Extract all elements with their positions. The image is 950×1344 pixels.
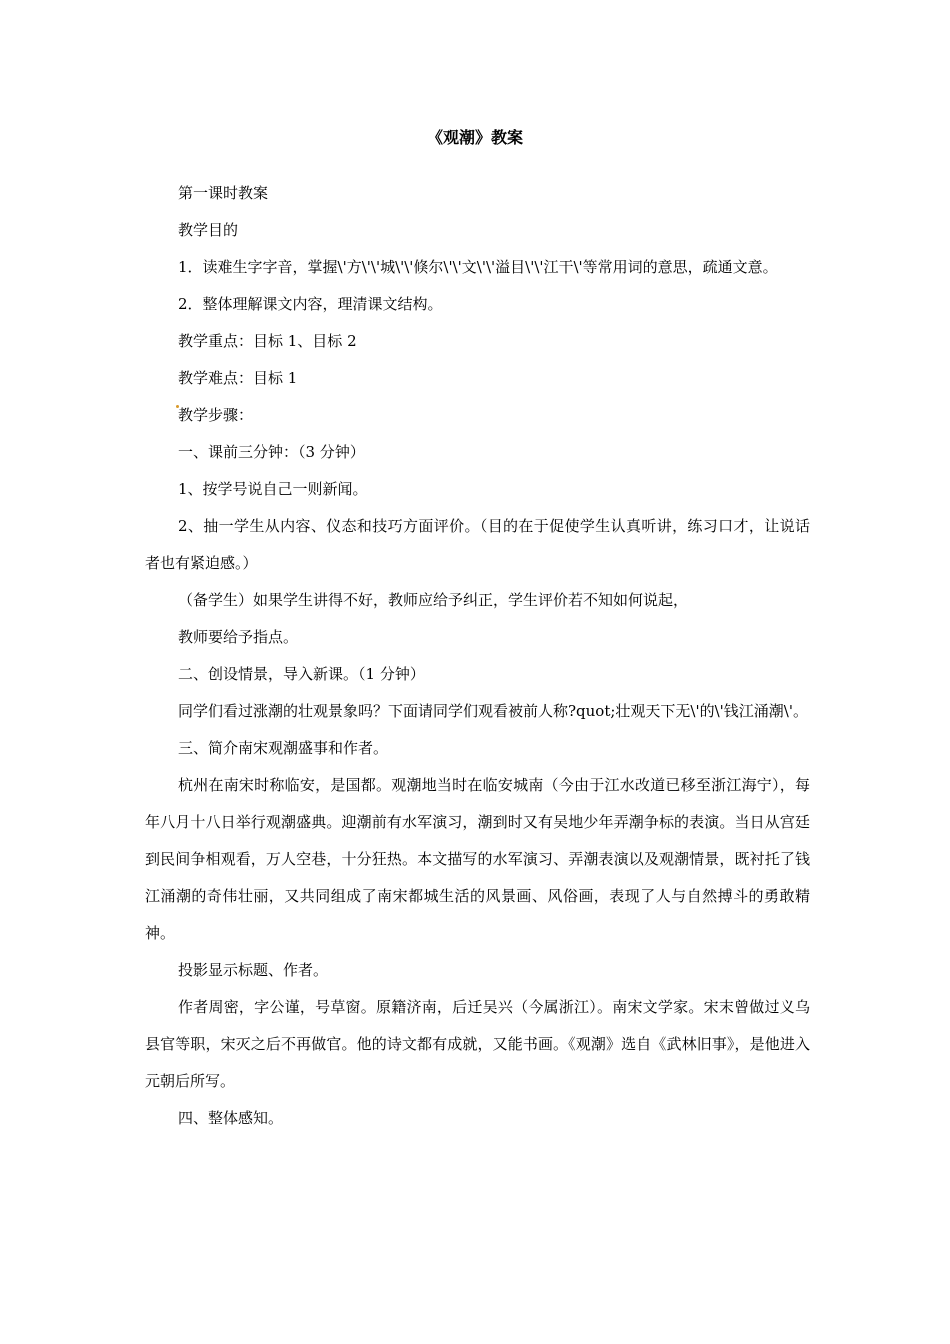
paragraph: 一、课前三分钟：（3 分钟） <box>178 443 365 461</box>
paragraph: 杭州在南宋时称临安，是国都。观潮地当时在临安城南（今由于江水改道已移至浙江海宁），每年八月十八日举行观潮盛典。迎潮前有水军演习，潮到时又有吴地少年弄潮争标的表演。当日从宫廷到民间争相观看，万人空巷，十分狂热。本文描写的水军演习、弄潮表演以及观潮情景，既衬托了钱江涌潮的奇伟壮丽，又共同组成了南宋都城生活的风景画、风俗画，表现了人与自然搏斗的勇敢精神。 <box>145 776 810 942</box>
document-body <box>145 175 810 1137</box>
paragraph: 教学难点：目标 1 <box>178 369 298 387</box>
paragraph: 1、按学号说自己一则新闻。 <box>178 480 368 498</box>
paragraph: 投影显示标题、作者。 <box>178 961 329 979</box>
paragraph: 作者周密，字公谨，号草窗。原籍济南，后迁吴兴（今属浙江）。南宋文学家。宋末曾做过义乌县官等职，宋灭之后不再做官。他的诗文都有成就，又能书画。《观潮》选自《武林旧事》，是他进入元朝后所写。 <box>145 998 810 1090</box>
paragraph: 教师要给予指点。 <box>178 628 299 646</box>
paragraph: 教学重点：目标 1、目标 2 <box>178 332 357 350</box>
paragraph: （备学生）如果学生讲得不好，教师应给予纠正，学生评价若不知如何说起， <box>178 591 689 609</box>
paragraph: 2．整体理解课文内容，理清课文结构。 <box>178 295 443 313</box>
paragraph: 三、简介南宋观潮盛事和作者。 <box>178 739 389 757</box>
paragraph: 1．读难生字字音，掌握\'方\'\'城\'\'倏尔\'\'文\'\'溢目\'\'江干\'等常用词的意思，疏通文意。 <box>178 258 778 276</box>
paragraph: 同学们看过涨潮的壮观景象吗？下面请同学们观看被前人称?quot;壮观天下无\'的\'钱江涌潮\'。 <box>178 702 808 720</box>
paragraph: 二、创设情景，导入新课。（1 分钟） <box>178 665 425 683</box>
document-title: 《观潮》教案 <box>426 128 523 147</box>
paragraph: 2、抽一学生从内容、仪态和技巧方面评价。（目的在于促使学生认真听讲，练习口才，让说话者也有紧迫感。） <box>145 517 810 572</box>
paragraph: 第一课时教案 <box>178 184 269 202</box>
paragraph: 四、整体感知。 <box>178 1109 284 1127</box>
paragraph: 教学步骤： <box>178 406 254 424</box>
paragraph: 教学目的 <box>178 221 239 239</box>
